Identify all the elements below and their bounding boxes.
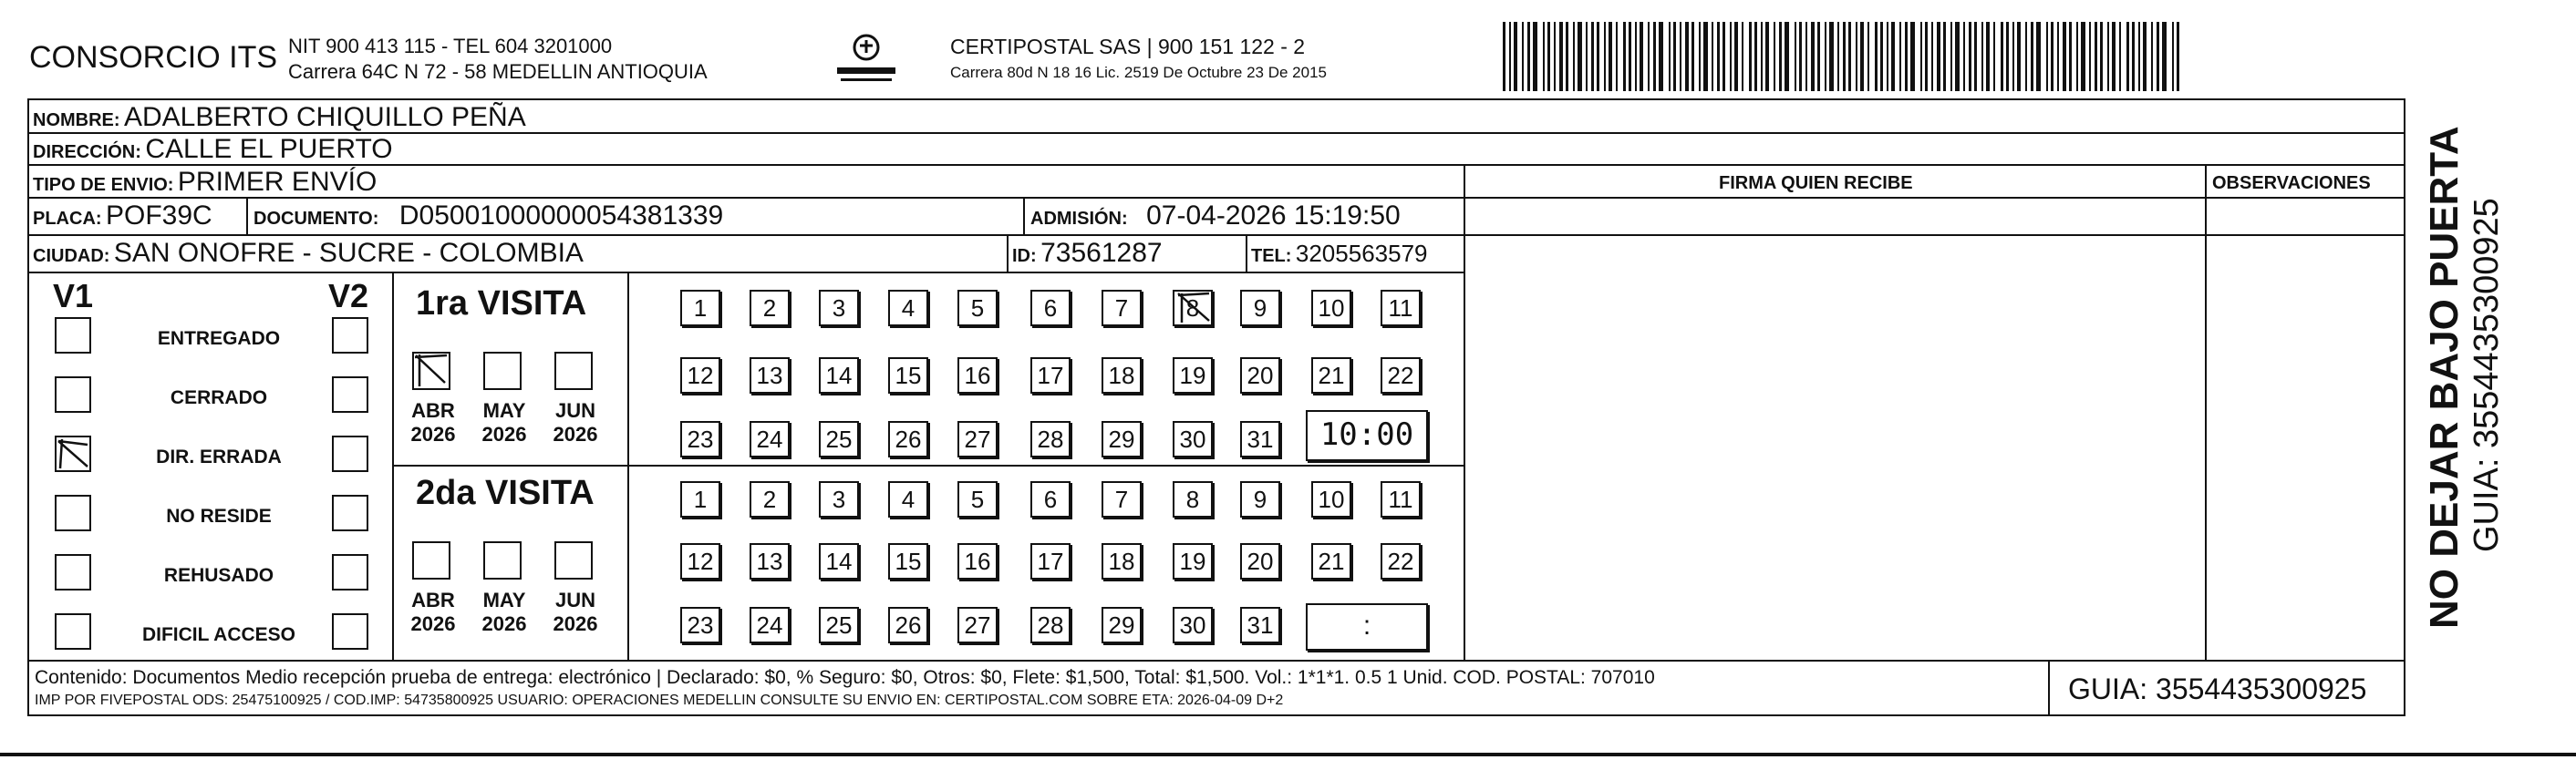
month-label: ABR 2026	[410, 589, 456, 635]
day-box[interactable]: 26	[888, 607, 928, 643]
day-box[interactable]: 21	[1311, 543, 1351, 580]
month-label: ABR 2026	[410, 399, 456, 446]
day-box[interactable]: 10	[1311, 290, 1351, 326]
carrier-sub: Carrera 80d N 18 16 Lic. 2519 De Octubre 23 De 2015	[950, 64, 1327, 81]
visit1-time-box[interactable]: 10:00	[1306, 410, 1428, 461]
day-box[interactable]: 11	[1381, 290, 1421, 326]
document-label: DOCUMENTO:	[253, 209, 379, 229]
v1-checkbox[interactable]	[55, 436, 91, 472]
day-box[interactable]: 28	[1030, 421, 1071, 457]
day-box[interactable]: 28	[1030, 607, 1071, 643]
carrier-line: CERTIPOSTAL SAS | 900 151 122 - 2	[950, 35, 1306, 58]
day-box[interactable]: 27	[957, 607, 998, 643]
day-box[interactable]: 19	[1173, 357, 1213, 394]
document-row	[253, 200, 723, 231]
day-box[interactable]: 25	[819, 607, 859, 643]
day-box[interactable]: 20	[1240, 357, 1280, 394]
v2-checkbox[interactable]	[332, 317, 368, 354]
status-option-label: DIFICIL ACCESO	[141, 624, 295, 645]
plate-label: PLACA:	[33, 209, 102, 229]
day-box[interactable]: 12	[680, 543, 720, 580]
day-box[interactable]: 30	[1173, 607, 1213, 643]
day-box[interactable]: 17	[1030, 543, 1071, 580]
day-box[interactable]: 8	[1173, 481, 1213, 518]
day-box[interactable]: 2	[750, 290, 790, 326]
plate-row	[33, 200, 212, 231]
day-box[interactable]: 29	[1102, 607, 1142, 643]
company-address: Carrera 64C N 72 - 58 MEDELLIN ANTIOQUIA	[288, 60, 708, 83]
day-box[interactable]: 30	[1173, 421, 1213, 457]
day-box[interactable]: 5	[957, 481, 998, 518]
footer-guide: GUIA: 3554435300925	[2068, 673, 2367, 705]
month-checkbox[interactable]	[412, 541, 450, 580]
status-option-label: ENTREGADO	[157, 328, 281, 349]
observations-header: OBSERVACIONES	[2212, 173, 2371, 193]
v2-checkbox[interactable]	[332, 376, 368, 413]
day-box[interactable]: 1	[680, 290, 720, 326]
v1-header: V1	[53, 277, 94, 314]
day-box[interactable]: 31	[1240, 421, 1280, 457]
day-box[interactable]: 9	[1240, 290, 1280, 326]
day-box[interactable]: 12	[680, 357, 720, 394]
month-checkbox[interactable]	[554, 541, 593, 580]
day-box[interactable]: 18	[1102, 357, 1142, 394]
day-box[interactable]: 2	[750, 481, 790, 518]
day-box[interactable]: 3	[819, 481, 859, 518]
day-box[interactable]: 14	[819, 543, 859, 580]
month-label: MAY 2026	[481, 589, 527, 635]
day-box[interactable]: 23	[680, 607, 720, 643]
day-box[interactable]: 25	[819, 421, 859, 457]
day-box[interactable]: 16	[957, 543, 998, 580]
v2-checkbox[interactable]	[332, 554, 368, 591]
day-box[interactable]: 11	[1381, 481, 1421, 518]
day-box[interactable]: 22	[1381, 357, 1421, 394]
shipment-type: PRIMER ENVÍO	[177, 167, 378, 197]
v2-header: V2	[328, 277, 369, 314]
day-box[interactable]: 5	[957, 290, 998, 326]
name-row	[33, 102, 526, 133]
address-row	[33, 134, 393, 165]
content-line: Contenido: Documentos Medio recepción prueba de entrega: electrónico | Declarado: $0, % Seguro: $0, Otros: $0, Flete: $1,500, Total: $1,500. Vol.: 1*1*1. 0.5 1 Unid. COD. POSTAL: 707010	[35, 667, 1655, 688]
visit1-title: 1ra VISITA	[416, 284, 587, 323]
day-box[interactable]: 18	[1102, 543, 1142, 580]
month-checkbox[interactable]	[483, 352, 522, 390]
v1-checkbox[interactable]	[55, 376, 91, 413]
admission-value: 07-04-2026 15:19:50	[1146, 200, 1401, 231]
city-label: CIUDAD:	[33, 246, 110, 266]
month-checkbox[interactable]	[554, 352, 593, 390]
status-option-label: NO RESIDE	[166, 506, 272, 527]
type-label: TIPO DE ENVIO:	[33, 175, 174, 195]
day-box[interactable]: 16	[957, 357, 998, 394]
day-box[interactable]: 29	[1102, 421, 1142, 457]
status-option-label: CERRADO	[170, 387, 268, 408]
month-label: JUN 2026	[553, 399, 598, 446]
day-box[interactable]: 14	[819, 357, 859, 394]
tel-label: TEL:	[1251, 246, 1292, 266]
company-name: CONSORCIO ITS	[29, 40, 278, 75]
city-row	[33, 238, 584, 269]
no-dejar-warning: NO DEJAR BAJO PUERTA	[2422, 126, 2467, 629]
recipient-name: ADALBERTO CHIQUILLO PEÑA	[124, 102, 526, 132]
day-box[interactable]: 6	[1030, 290, 1071, 326]
day-box[interactable]: 27	[957, 421, 998, 457]
certipostal-logo	[832, 27, 901, 91]
v2-checkbox[interactable]	[332, 495, 368, 531]
barcode	[1503, 22, 2181, 91]
day-box[interactable]: 10	[1311, 481, 1351, 518]
day-box[interactable]: 20	[1240, 543, 1280, 580]
document-value: D05001000000054381339	[398, 200, 724, 231]
day-box[interactable]: 1	[680, 481, 720, 518]
day-box[interactable]: 21	[1311, 357, 1351, 394]
day-box[interactable]: 24	[750, 607, 790, 643]
day-box[interactable]: 7	[1102, 481, 1142, 518]
address-label: DIRECCIÓN:	[33, 142, 141, 162]
day-box[interactable]: 3	[819, 290, 859, 326]
plate-value: POF39C	[106, 200, 212, 231]
day-box[interactable]: 17	[1030, 357, 1071, 394]
signature-header: FIRMA QUIEN RECIBE	[1719, 173, 1913, 193]
type-row	[33, 167, 377, 198]
admission-row	[1030, 200, 1401, 231]
v1-checkbox[interactable]	[55, 613, 91, 650]
day-box[interactable]: 13	[750, 543, 790, 580]
day-box[interactable]: 4	[888, 290, 928, 326]
name-label: NOMBRE:	[33, 110, 120, 130]
month-label: JUN 2026	[553, 589, 598, 635]
v1-checkbox[interactable]	[55, 317, 91, 354]
day-box[interactable]: 7	[1102, 290, 1142, 326]
day-box[interactable]: 15	[888, 357, 928, 394]
side-guide: GUIA: 3554435300925	[2467, 198, 2506, 552]
day-box[interactable]: 9	[1240, 481, 1280, 518]
status-option-label: DIR. ERRADA	[156, 447, 282, 467]
v2-checkbox[interactable]	[332, 613, 368, 650]
v2-checkbox[interactable]	[332, 436, 368, 472]
company-nit: NIT 900 413 115 - TEL 604 3201000	[288, 35, 613, 57]
visit2-time-box[interactable]: :	[1306, 603, 1428, 651]
recipient-address: CALLE EL PUERTO	[145, 134, 393, 164]
v1-checkbox[interactable]	[55, 495, 91, 531]
month-label: MAY 2026	[481, 399, 527, 446]
day-box[interactable]: 8	[1173, 290, 1213, 326]
tel-row	[1251, 240, 1428, 268]
day-box[interactable]: 13	[750, 357, 790, 394]
day-box[interactable]: 6	[1030, 481, 1071, 518]
id-label: ID:	[1012, 246, 1037, 266]
imp-line: IMP POR FIVEPOSTAL ODS: 25475100925 / COD.IMP: 54735800925 USUARIO: OPERACIONES MEDELLIN CONSULTE SU ENVIO EN: CERTIPOSTAL.COM SOBRE ETA: 2026-04-09 D+2	[35, 693, 1284, 708]
id-row	[1012, 238, 1163, 269]
day-box[interactable]: 24	[750, 421, 790, 457]
city-value: SAN ONOFRE - SUCRE - COLOMBIA	[113, 238, 584, 268]
tel-value: 3205563579	[1295, 240, 1428, 267]
v1-checkbox[interactable]	[55, 554, 91, 591]
admission-label: ADMISIÓN:	[1030, 209, 1128, 229]
visit2-title: 2da VISITA	[416, 474, 595, 512]
day-box[interactable]: 15	[888, 543, 928, 580]
month-checkbox[interactable]	[483, 541, 522, 580]
day-box[interactable]: 4	[888, 481, 928, 518]
id-value: 73561287	[1040, 238, 1163, 268]
day-box[interactable]: 23	[680, 421, 720, 457]
day-box[interactable]: 31	[1240, 607, 1280, 643]
day-box[interactable]: 26	[888, 421, 928, 457]
status-option-label: REHUSADO	[163, 565, 274, 586]
day-box[interactable]: 19	[1173, 543, 1213, 580]
month-checkbox[interactable]	[412, 352, 450, 390]
day-box[interactable]: 22	[1381, 543, 1421, 580]
